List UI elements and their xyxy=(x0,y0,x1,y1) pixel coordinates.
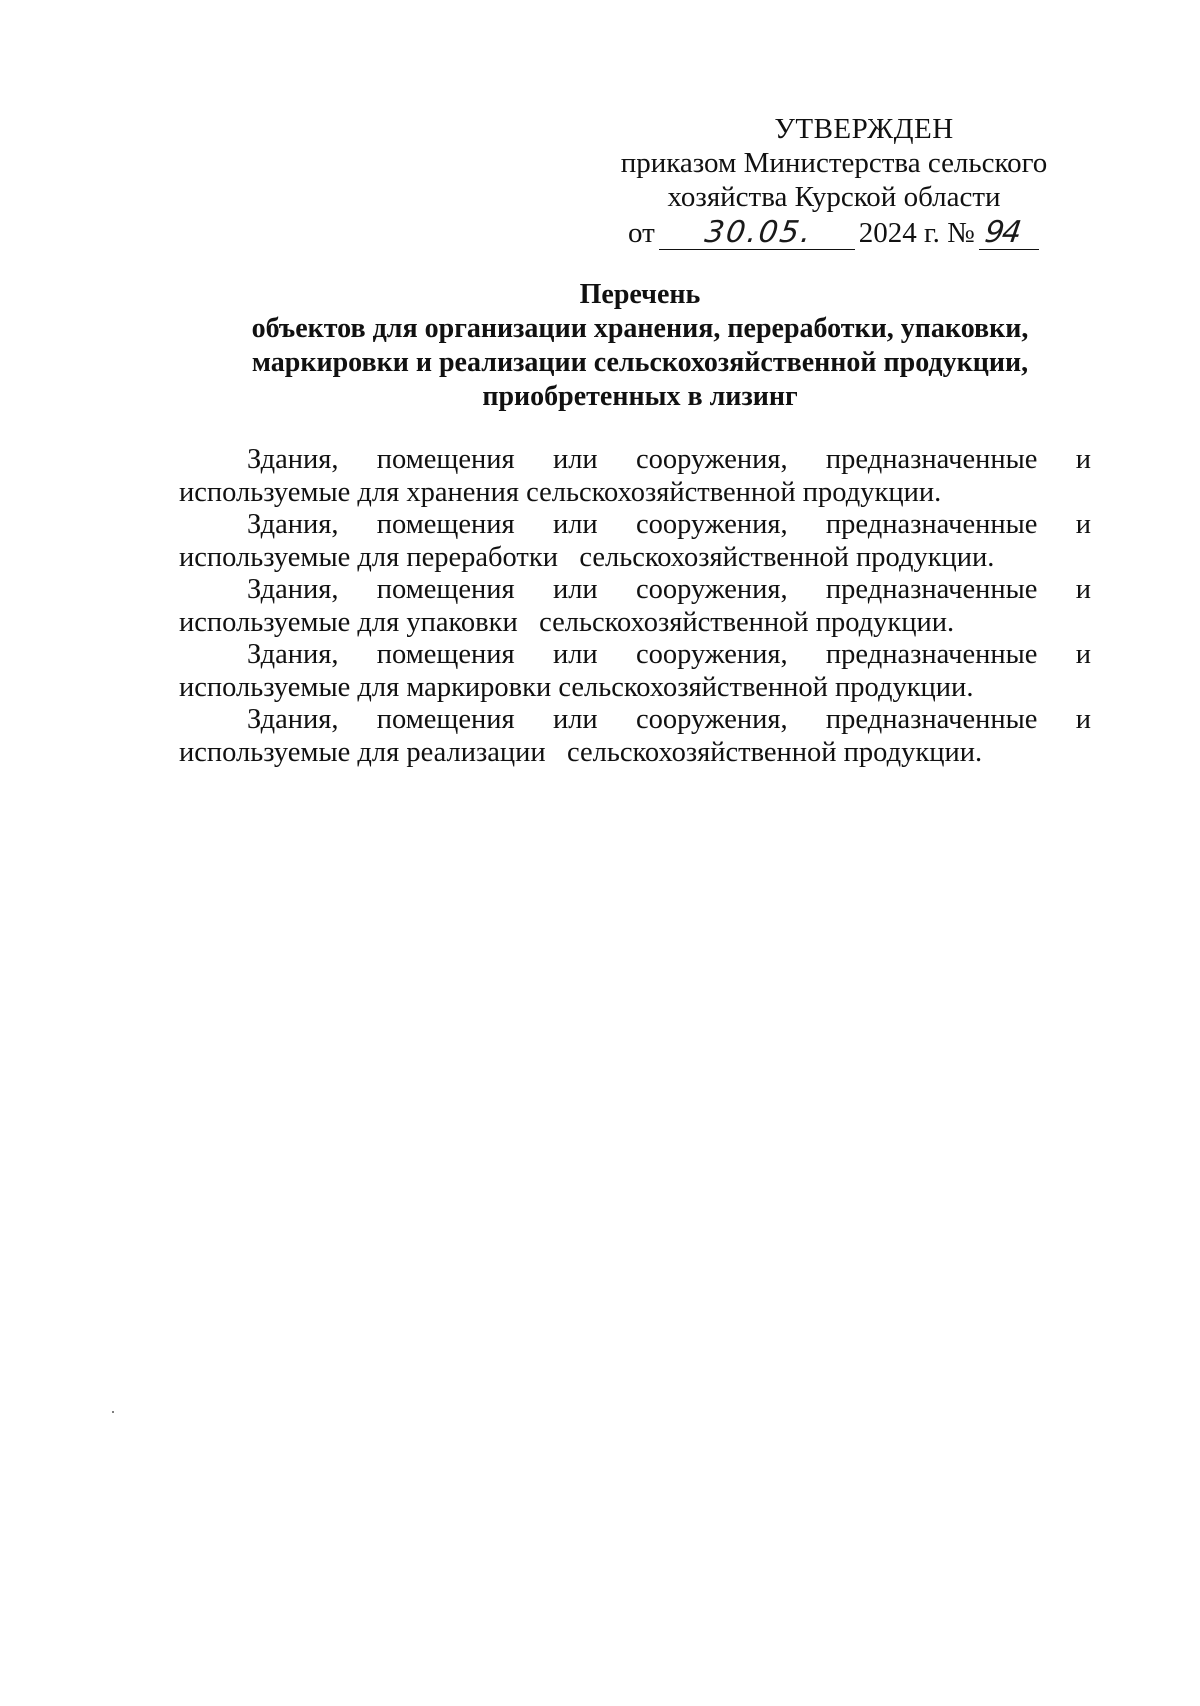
paragraph-5-line-2: используемые для реализации сельскохозяйственной продукции. xyxy=(179,736,983,768)
title-line-4: приобретенных в лизинг xyxy=(482,381,798,412)
approval-line-1: приказом Министерства сельского xyxy=(620,147,1048,179)
approval-heading: УТВЕРЖДЕН xyxy=(774,113,954,145)
paragraph-2-line-2: используемые для переработки сельскохозяйственной продукции. xyxy=(179,541,995,573)
approval-block xyxy=(600,112,1060,250)
paragraph-4-line-1: Здания, помещения или сооружения, предназначенные и xyxy=(247,639,1091,670)
approval-line-2: хозяйства Курской области xyxy=(667,181,1001,213)
title-line-2: объектов для организации хранения, переработки, упаковки, xyxy=(251,313,1029,344)
approval-date-row xyxy=(600,216,1060,250)
paragraph-3-line-2: используемые для упаковки сельскохозяйственной продукции. xyxy=(179,606,955,638)
year-text: 2024 г. № xyxy=(858,217,975,249)
document-body xyxy=(179,444,1091,769)
date-blank xyxy=(659,217,855,250)
document-title xyxy=(170,278,1110,414)
paragraph-4 xyxy=(179,639,1091,704)
paragraph-4-line-2: используемые для маркировки сельскохозяйственной продукции. xyxy=(179,671,974,703)
paragraph-2-line-1: Здания, помещения или сооружения, предназначенные и xyxy=(247,509,1091,540)
paragraph-1-line-1: Здания, помещения или сооружения, предназначенные и xyxy=(247,444,1091,475)
scan-speck xyxy=(112,1411,114,1413)
paragraph-3 xyxy=(179,574,1091,639)
title-line-3: маркировки и реализации сельскохозяйственной продукции, xyxy=(251,347,1029,378)
date-prefix: от xyxy=(628,217,655,249)
handwritten-number: 94 xyxy=(982,215,1022,250)
handwritten-date: 30.05. xyxy=(702,215,815,250)
number-blank xyxy=(979,217,1039,250)
paragraph-1-line-2: используемые для хранения сельскохозяйственной продукции. xyxy=(179,476,942,508)
paragraph-1 xyxy=(179,444,1091,509)
title-line-1: Перечень xyxy=(579,279,701,310)
paragraph-5 xyxy=(179,704,1091,769)
paragraph-3-line-1: Здания, помещения или сооружения, предназначенные и xyxy=(247,574,1091,605)
paragraph-5-line-1: Здания, помещения или сооружения, предназначенные и xyxy=(247,704,1091,735)
paragraph-2 xyxy=(179,509,1091,574)
